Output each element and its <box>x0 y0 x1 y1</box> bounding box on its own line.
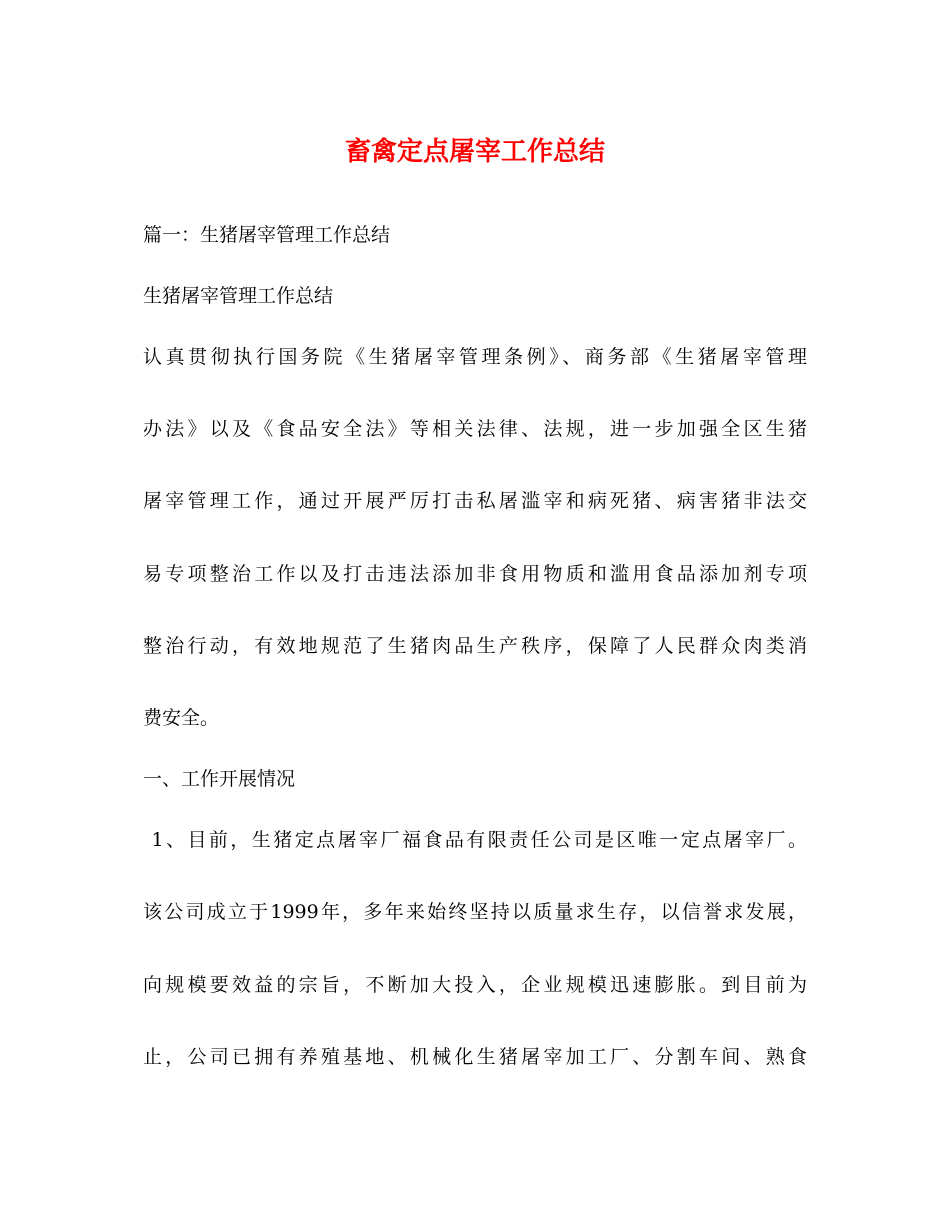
paragraph-line-end: 费安全。 <box>143 707 220 729</box>
paragraph-line: 向规模要效益的宗旨，不断加大投入，企业规模迅速膨胀。到目前为 <box>143 974 807 996</box>
paragraph-line: 整治行动，有效地规范了生猪肉品生产秩序，保障了人民群众肉类消 <box>143 635 807 657</box>
subheading: 生猪屠宰管理工作总结 <box>143 285 334 307</box>
paragraph-line: 止，公司已拥有养殖基地、机械化生猪屠宰加工厂、分割车间、熟食 <box>143 1046 807 1068</box>
paragraph-line: 该公司成立于1999年，多年来始终坚持以质量求生存，以信誉求发展， <box>143 901 807 923</box>
paragraph-line: 易专项整治工作以及打击违法添加非食用物质和滥用食品添加剂专项 <box>143 563 807 585</box>
paragraph-line: 办法》以及《食品安全法》等相关法律、法规，进一步加强全区生猪 <box>143 418 807 440</box>
paragraph-line: 屠宰管理工作，通过开展严厉打击私屠滥宰和病死猪、病害猪非法交 <box>143 490 807 512</box>
paragraph-line: 认真贯彻执行国务院《生猪屠宰管理条例》、商务部《生猪屠宰管理 <box>143 346 807 368</box>
section-heading-part-one: 篇一：生猪屠宰管理工作总结 <box>143 224 391 246</box>
section-heading-work-status: 一、工作开展情况 <box>143 768 296 790</box>
document-title: 畜禽定点屠宰工作总结 <box>344 137 605 167</box>
paragraph-line: 1、目前，生猪定点屠宰厂福食品有限责任公司是区唯一定点屠宰厂。 <box>143 829 807 851</box>
